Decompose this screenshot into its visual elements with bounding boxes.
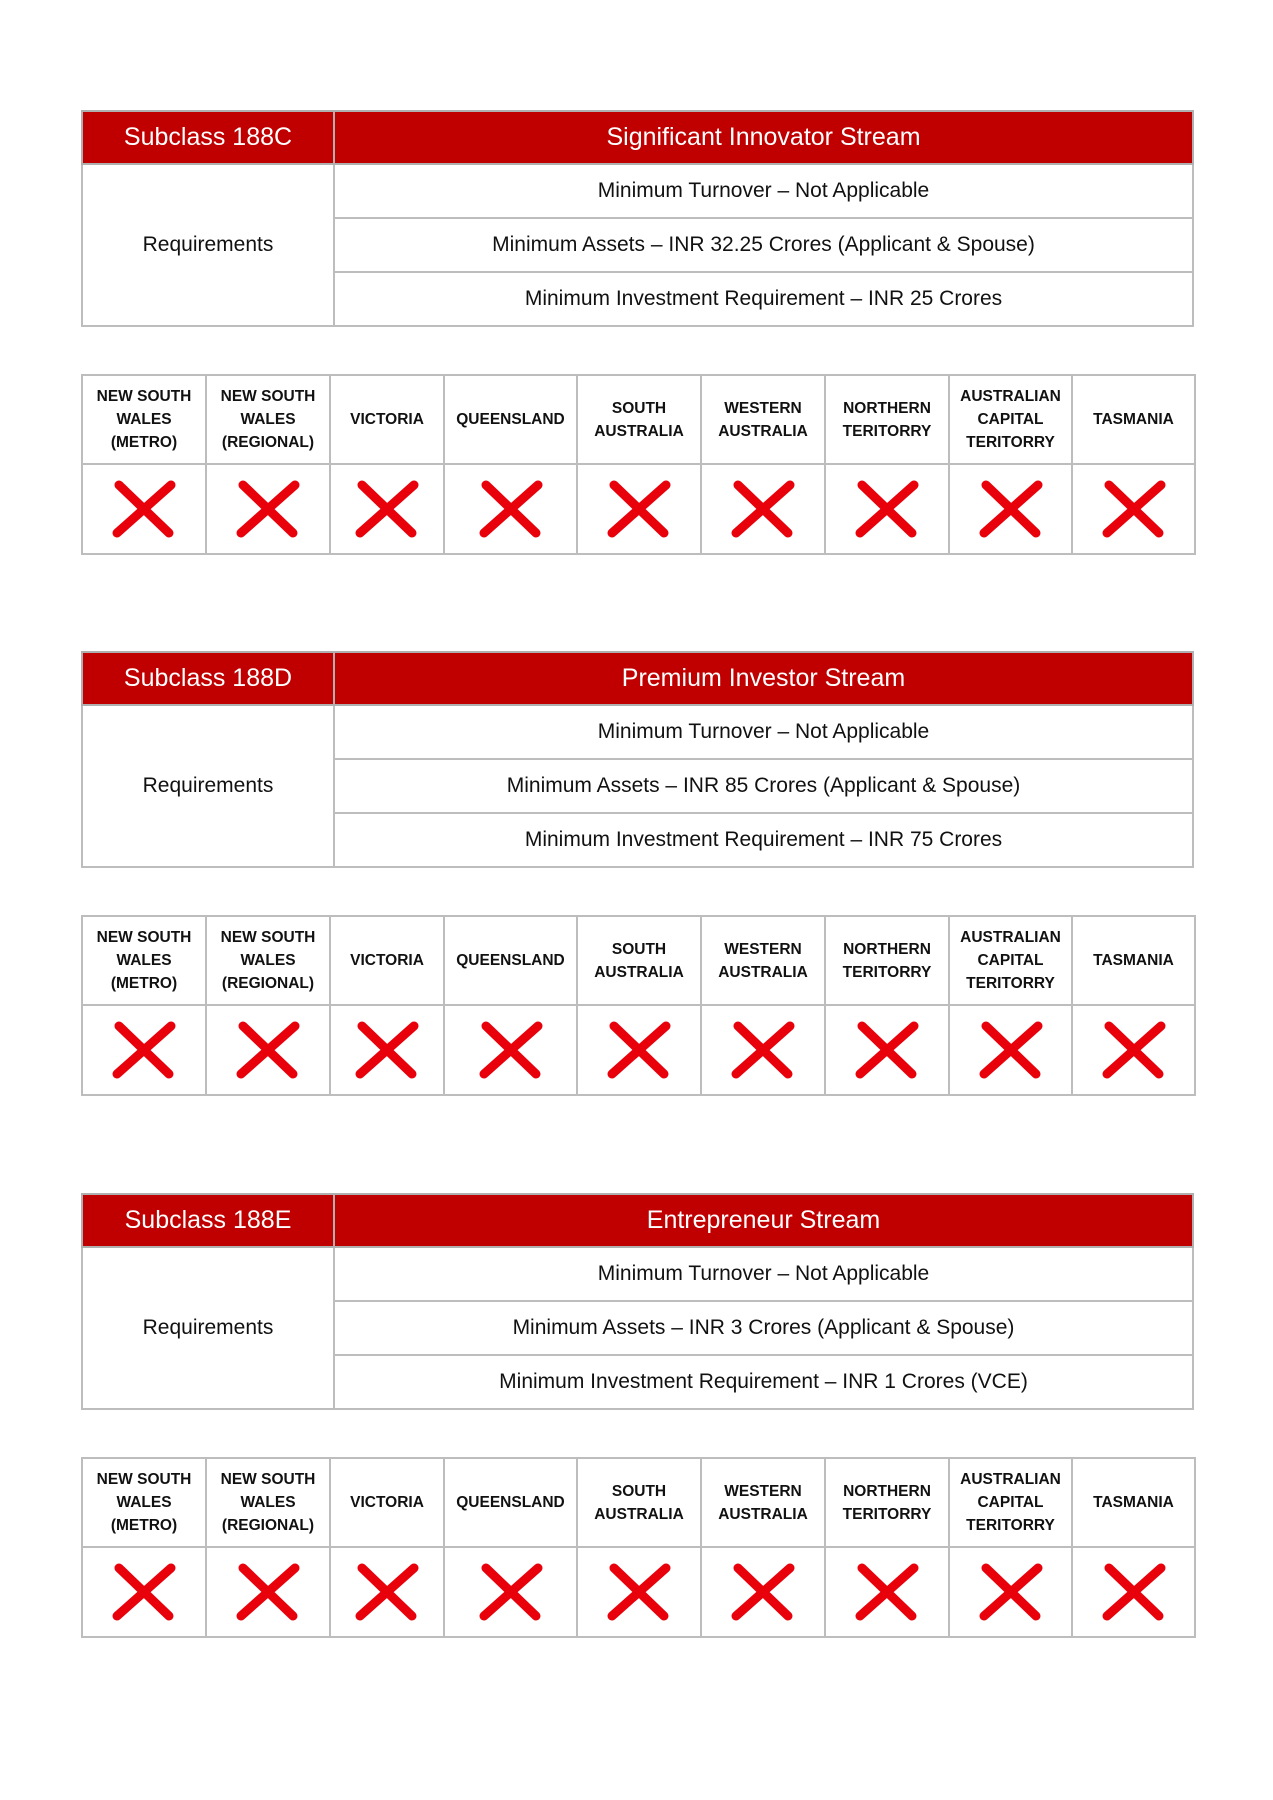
states-eligibility-table: [81, 1457, 1196, 1638]
eligibility-cell: [330, 464, 444, 554]
state-name-line: TERITORRY: [842, 422, 932, 440]
state-header: [444, 375, 577, 464]
state-name-line: CAPITAL: [977, 952, 1044, 969]
state-name-line: AUSTRALIAN: [960, 388, 1061, 405]
eligibility-cell: [330, 1005, 444, 1095]
cross-icon: [109, 477, 179, 541]
requirement-item: Minimum Assets – INR 3 Crores (Applicant & Spouse): [334, 1301, 1193, 1355]
visa-block-188c: [81, 110, 1194, 555]
state-name-line: WALES: [240, 411, 296, 428]
eligibility-cell: [206, 464, 330, 554]
states-eligibility-table: [81, 915, 1196, 1096]
state-name-line: AUSTRALIA: [718, 1505, 808, 1523]
eligibility-row: [82, 1547, 1195, 1637]
state-header: [206, 1458, 330, 1547]
eligibility-cell: [1072, 1005, 1195, 1095]
state-name-line: WALES: [240, 1494, 296, 1511]
eligibility-cell: [825, 1547, 949, 1637]
subclass-title: Subclass 188C: [82, 111, 334, 164]
stream-title: Entrepreneur Stream: [334, 1194, 1193, 1247]
state-name-line: TASMANIA: [1093, 1494, 1174, 1511]
state-name-line: CAPITAL: [977, 1494, 1044, 1511]
state-name-line: SOUTH: [611, 1482, 667, 1500]
cross-icon: [728, 477, 798, 541]
states-header-row: [82, 375, 1195, 464]
cross-icon: [604, 1018, 674, 1082]
state-header: [206, 375, 330, 464]
state-name-line: NORTHERN: [843, 940, 931, 958]
requirements-header-row: [82, 652, 1193, 705]
visa-block-188d: [81, 651, 1194, 1096]
state-header: [82, 375, 206, 464]
eligibility-cell: [577, 1547, 701, 1637]
state-name-line: WALES: [116, 952, 172, 969]
state-name-line: QUEENSLAND: [456, 411, 565, 428]
state-name-line: NEW SOUTH: [220, 929, 316, 946]
requirement-row: [82, 1247, 1193, 1301]
eligibility-cell: [444, 464, 577, 554]
state-name-line: QUEENSLAND: [456, 1494, 565, 1511]
eligibility-cell: [949, 1547, 1072, 1637]
state-name-line: NEW SOUTH: [220, 388, 316, 405]
state-name-line: (METRO): [110, 1517, 178, 1534]
state-name-line: SOUTH: [611, 399, 667, 417]
state-name-line: WALES: [240, 952, 296, 969]
cross-icon: [1099, 1018, 1169, 1082]
cross-icon: [109, 1018, 179, 1082]
stream-title: Significant Innovator Stream: [334, 111, 1193, 164]
cross-icon: [352, 1560, 422, 1624]
cross-icon: [1099, 477, 1169, 541]
state-name-line: AUSTRALIAN: [960, 1471, 1061, 1488]
cross-icon: [233, 1018, 303, 1082]
cross-icon: [476, 477, 546, 541]
eligibility-cell: [577, 1005, 701, 1095]
state-name-line: QUEENSLAND: [456, 952, 565, 969]
requirements-table: [81, 110, 1194, 327]
state-name-line: NEW SOUTH: [96, 929, 192, 946]
state-name-line: WESTERN: [724, 399, 802, 417]
requirements-header-row: [82, 1194, 1193, 1247]
state-name-line: (METRO): [110, 434, 178, 451]
eligibility-cell: [825, 464, 949, 554]
cross-icon: [604, 1560, 674, 1624]
requirement-item: Minimum Investment Requirement – INR 75 Crores: [334, 813, 1193, 867]
states-header-row: [82, 1458, 1195, 1547]
cross-icon: [233, 1560, 303, 1624]
stream-title: Premium Investor Stream: [334, 652, 1193, 705]
state-header: [206, 916, 330, 1005]
state-name-line: SOUTH: [611, 940, 667, 958]
state-header: [444, 1458, 577, 1547]
state-name-line: NEW SOUTH: [96, 1471, 192, 1488]
eligibility-cell: [206, 1005, 330, 1095]
cross-icon: [476, 1018, 546, 1082]
eligibility-cell: [82, 1547, 206, 1637]
state-header: [701, 1458, 825, 1547]
state-header: [444, 916, 577, 1005]
eligibility-cell: [701, 1005, 825, 1095]
cross-icon: [1099, 1560, 1169, 1624]
state-header: [949, 1458, 1072, 1547]
eligibility-cell: [330, 1547, 444, 1637]
subclass-title: Subclass 188E: [82, 1194, 334, 1247]
requirements-table: [81, 651, 1194, 868]
requirement-item: Minimum Assets – INR 85 Crores (Applicant & Spouse): [334, 759, 1193, 813]
state-header: [701, 375, 825, 464]
eligibility-row: [82, 1005, 1195, 1095]
state-name-line: VICTORIA: [350, 411, 424, 428]
requirement-row: [82, 705, 1193, 759]
state-name-line: TASMANIA: [1093, 952, 1174, 969]
state-header: [949, 916, 1072, 1005]
cross-icon: [352, 1018, 422, 1082]
state-name-line: AUSTRALIA: [594, 963, 684, 981]
requirements-label: Requirements: [82, 1247, 334, 1409]
state-name-line: VICTORIA: [350, 952, 424, 969]
state-name-line: (REGIONAL): [221, 1517, 315, 1534]
cross-icon: [109, 1560, 179, 1624]
state-name-line: AUSTRALIA: [718, 963, 808, 981]
eligibility-cell: [577, 464, 701, 554]
state-name-line: AUSTRALIAN: [960, 929, 1061, 946]
requirement-item: Minimum Investment Requirement – INR 25 Crores: [334, 272, 1193, 326]
state-name-line: (REGIONAL): [221, 434, 315, 451]
cross-icon: [233, 477, 303, 541]
state-header: [330, 375, 444, 464]
cross-icon: [604, 477, 674, 541]
requirement-item: Minimum Turnover – Not Applicable: [334, 705, 1193, 759]
state-name-line: NORTHERN: [843, 399, 931, 417]
state-name-line: TERITORRY: [842, 1505, 932, 1523]
eligibility-cell: [1072, 464, 1195, 554]
state-name-line: TERITORRY: [966, 975, 1055, 992]
state-name-line: (REGIONAL): [221, 975, 315, 992]
cross-icon: [476, 1560, 546, 1624]
state-name-line: NORTHERN: [843, 1482, 931, 1500]
cross-icon: [728, 1018, 798, 1082]
state-name-line: VICTORIA: [350, 1494, 424, 1511]
eligibility-cell: [1072, 1547, 1195, 1637]
state-name-line: NEW SOUTH: [220, 1471, 316, 1488]
states-eligibility-table: [81, 374, 1196, 555]
eligibility-cell: [701, 1547, 825, 1637]
state-name-line: NEW SOUTH: [96, 388, 192, 405]
eligibility-cell: [949, 1005, 1072, 1095]
requirement-item: Minimum Turnover – Not Applicable: [334, 164, 1193, 218]
requirement-item: Minimum Turnover – Not Applicable: [334, 1247, 1193, 1301]
state-name-line: TERITORRY: [842, 963, 932, 981]
state-name-line: TERITORRY: [966, 1517, 1055, 1534]
state-header: [82, 1458, 206, 1547]
state-name-line: WALES: [116, 1494, 172, 1511]
cross-icon: [852, 1560, 922, 1624]
requirements-table: [81, 1193, 1194, 1410]
eligibility-cell: [949, 464, 1072, 554]
cross-icon: [852, 477, 922, 541]
requirements-label: Requirements: [82, 705, 334, 867]
state-header: [330, 916, 444, 1005]
visa-block-188e: [81, 1193, 1194, 1638]
state-header: [82, 916, 206, 1005]
state-header: [577, 375, 701, 464]
state-name-line: WALES: [116, 411, 172, 428]
eligibility-row: [82, 464, 1195, 554]
eligibility-cell: [444, 1005, 577, 1095]
eligibility-cell: [444, 1547, 577, 1637]
state-name-line: (METRO): [110, 975, 178, 992]
cross-icon: [352, 477, 422, 541]
state-name-line: AUSTRALIA: [718, 422, 808, 440]
cross-icon: [976, 477, 1046, 541]
state-header: [577, 916, 701, 1005]
state-header: [577, 1458, 701, 1547]
state-name-line: AUSTRALIA: [594, 422, 684, 440]
cross-icon: [728, 1560, 798, 1624]
eligibility-cell: [82, 1005, 206, 1095]
state-header: [825, 375, 949, 464]
requirement-item: Minimum Assets – INR 32.25 Crores (Applicant & Spouse): [334, 218, 1193, 272]
subclass-title: Subclass 188D: [82, 652, 334, 705]
eligibility-cell: [82, 464, 206, 554]
requirements-label: Requirements: [82, 164, 334, 326]
eligibility-cell: [825, 1005, 949, 1095]
state-name-line: WESTERN: [724, 940, 802, 958]
eligibility-cell: [701, 464, 825, 554]
state-header: [1072, 916, 1195, 1005]
eligibility-cell: [206, 1547, 330, 1637]
state-name-line: TASMANIA: [1093, 411, 1174, 428]
state-header: [825, 1458, 949, 1547]
cross-icon: [976, 1560, 1046, 1624]
cross-icon: [852, 1018, 922, 1082]
state-header: [825, 916, 949, 1005]
requirement-item: Minimum Investment Requirement – INR 1 Crores (VCE): [334, 1355, 1193, 1409]
state-name-line: AUSTRALIA: [594, 1505, 684, 1523]
state-header: [1072, 1458, 1195, 1547]
cross-icon: [976, 1018, 1046, 1082]
state-name-line: CAPITAL: [977, 411, 1044, 428]
state-header: [701, 916, 825, 1005]
states-header-row: [82, 916, 1195, 1005]
state-header: [949, 375, 1072, 464]
state-header: [1072, 375, 1195, 464]
state-header: [330, 1458, 444, 1547]
requirement-row: [82, 164, 1193, 218]
state-name-line: WESTERN: [724, 1482, 802, 1500]
state-name-line: TERITORRY: [966, 434, 1055, 451]
requirements-header-row: [82, 111, 1193, 164]
